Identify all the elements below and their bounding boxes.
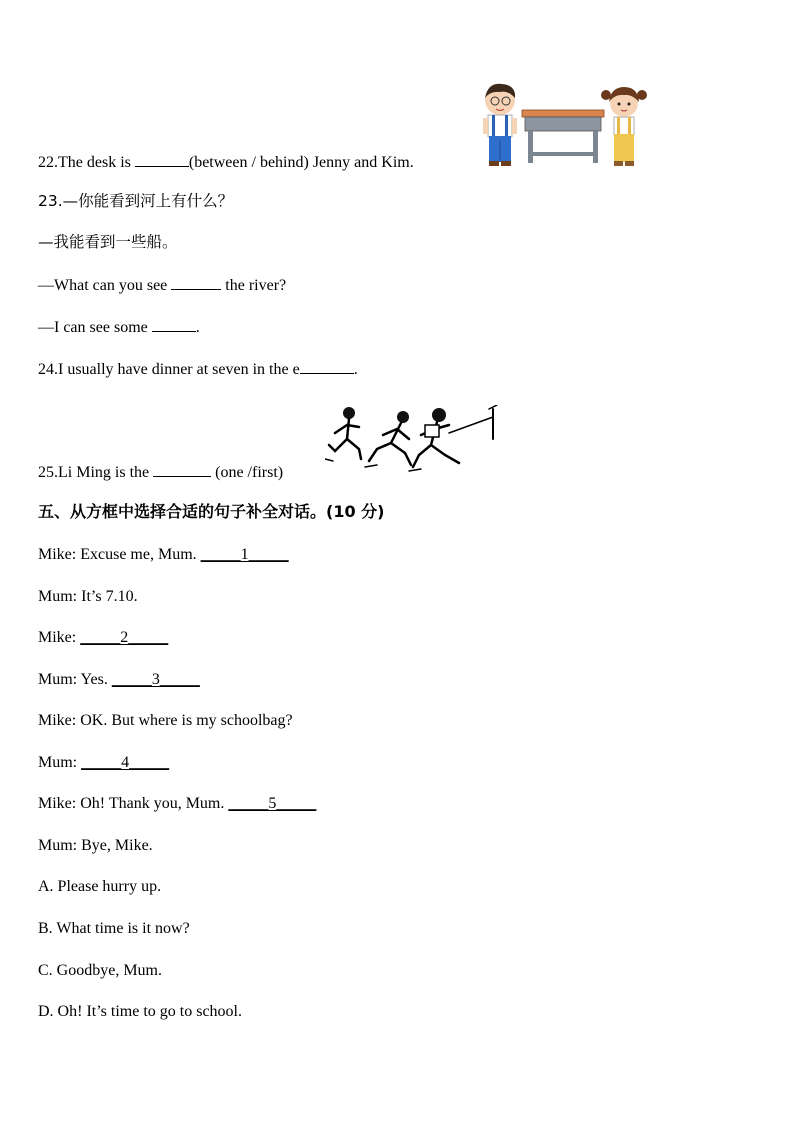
question-24 (38, 358, 358, 380)
dialogue-speaker: Mum: (38, 837, 78, 854)
dialogue-blank-1[interactable]: _____1_____ (200, 546, 289, 563)
boy-desk-girl-illustration (478, 82, 650, 168)
dialogue-text: Yes. (80, 671, 108, 688)
girl-figure (601, 87, 647, 166)
dialogue-line-5 (38, 711, 293, 731)
dialogue-line-2 (38, 587, 138, 607)
race-runners-illustration (325, 405, 500, 477)
desk-figure (522, 110, 604, 163)
q23-line2-suffix: . (195, 319, 200, 336)
q25-suffix: (one /first) (211, 464, 284, 481)
q24-prefix: 24.I usually have dinner at seven in the e (38, 361, 300, 378)
dialogue-line-7 (38, 794, 316, 814)
option-a: A. Please hurry up. (38, 878, 162, 895)
q23-blank-2[interactable] (152, 316, 196, 332)
dialogue-line-3 (38, 628, 168, 648)
dialogue-line-8 (38, 836, 153, 856)
dialogue-text: Bye, Mike. (81, 837, 153, 854)
q24-answer-blank[interactable] (300, 358, 354, 374)
dialogue-line-6 (38, 753, 169, 773)
dialogue-blank-4[interactable]: _____4_____ (81, 754, 170, 771)
dialogue-text: OK. But where is my schoolbag? (80, 712, 293, 729)
question-22 (38, 151, 414, 173)
q22-answer-blank[interactable] (135, 151, 189, 167)
option-b: B. What time is it now? (38, 920, 190, 937)
q23-line2-prefix: —I can see some (38, 319, 152, 336)
dialogue-speaker: Mike: (38, 795, 77, 812)
question-23-chinese-answer: —我能看到一些船。 (38, 233, 178, 251)
question-23-prompt: 23.—你能看到河上有什么？ (38, 192, 234, 210)
dialogue-speaker: Mum: (38, 588, 78, 605)
dialogue-speaker: Mike: (38, 629, 77, 646)
q25-prefix: 25.Li Ming is the (38, 464, 154, 481)
q22-prefix: 22.The desk is (38, 154, 135, 171)
dialogue-text: Excuse me, Mum. (80, 546, 197, 563)
question-25 (38, 461, 283, 483)
dialogue-speaker: Mike: (38, 712, 77, 729)
q24-suffix: . (353, 361, 358, 378)
dialogue-blank-2[interactable]: _____2_____ (80, 629, 169, 646)
dialogue-speaker: Mum: (38, 671, 78, 688)
dialogue-line-4 (38, 670, 200, 690)
q23-line1-prefix: —What can you see (38, 277, 172, 294)
dialogue-blank-3[interactable]: _____3_____ (111, 671, 200, 688)
boy-figure (483, 84, 517, 166)
dialogue-text: It’s 7.10. (81, 588, 138, 605)
dialogue-speaker: Mum: (38, 754, 78, 771)
dialogue-speaker: Mike: (38, 546, 77, 563)
section-5-heading: 五、从方框中选择合适的句子补全对话。(10 分) (38, 502, 385, 521)
option-d: D. Oh! It’s time to go to school. (38, 1003, 242, 1020)
question-23-line-2 (38, 316, 200, 338)
option-c: C. Goodbye, Mum. (38, 962, 162, 979)
dialogue-blank-5[interactable]: _____5_____ (228, 795, 317, 812)
q23-blank-1[interactable] (171, 274, 221, 290)
dialogue-text: Oh! Thank you, Mum. (80, 795, 225, 812)
q22-suffix: (between / behind) Jenny and Kim. (188, 154, 414, 171)
question-23-line-1 (38, 274, 286, 296)
dialogue-line-1 (38, 545, 289, 565)
q25-answer-blank[interactable] (153, 461, 211, 477)
q23-line1-suffix: the river? (221, 277, 287, 294)
